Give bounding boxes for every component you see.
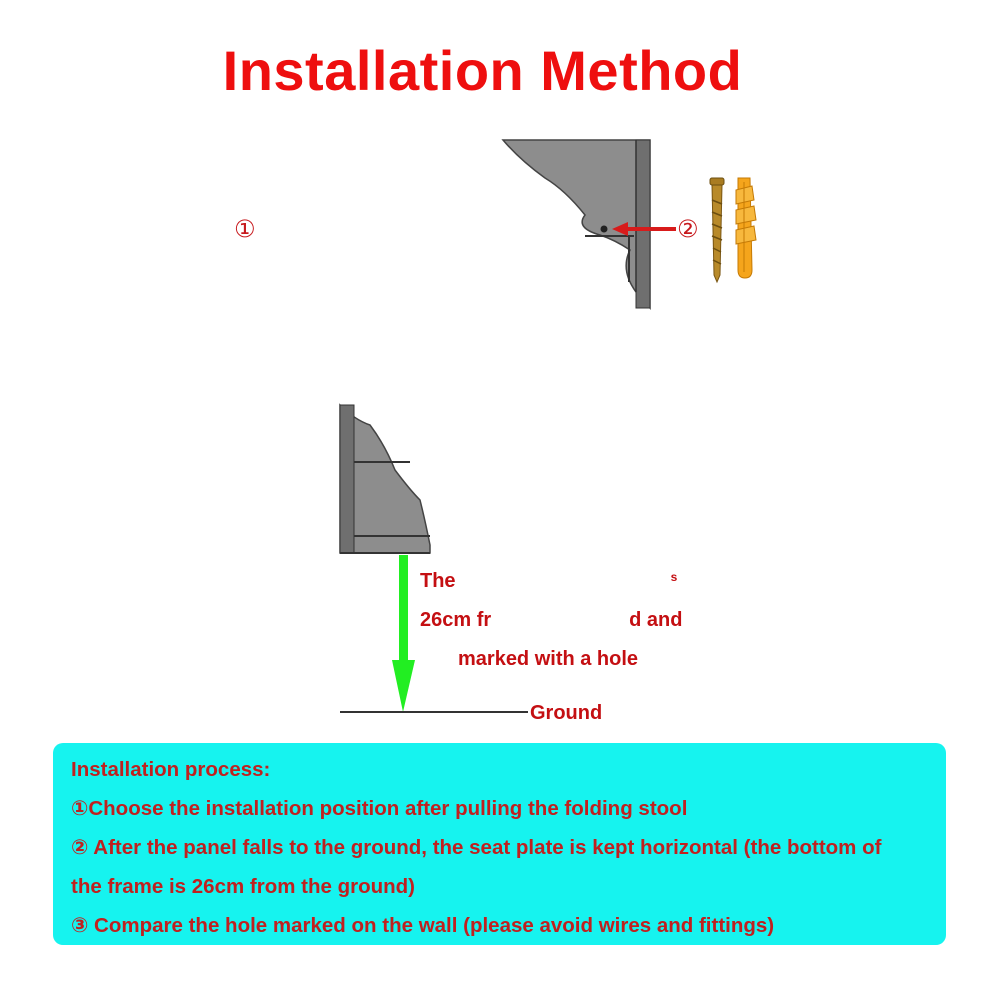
wall-anchor-icon — [736, 178, 756, 278]
height-arrow — [392, 555, 415, 712]
screw-icon — [710, 178, 724, 282]
height-note-line-3: marked with a hole — [458, 648, 639, 670]
height-note-line-2: 26cm fr d and — [420, 609, 683, 631]
step-marker-1: ① — [234, 215, 256, 243]
process-step-2: ② After the panel falls to the ground, the seat plate is kept horizontal (the bottom of — [71, 836, 882, 859]
process-step-3: ③ Compare the hole marked on the wall (please avoid wires and fittings) — [71, 914, 775, 937]
process-step-2-cont: the frame is 26cm from the ground) — [71, 875, 416, 898]
process-step-1: ①Choose the installation position after pulling the folding stool — [71, 797, 688, 820]
height-note-line-1: The $^s$ — [420, 570, 678, 592]
installation-process-panel — [53, 743, 946, 945]
page-title: Installation Method — [222, 39, 743, 102]
lower-frame-corner — [340, 405, 430, 553]
step-marker-2: ② — [677, 215, 699, 243]
process-heading: Installation process: — [71, 758, 271, 781]
ground-label: Ground — [530, 702, 603, 724]
